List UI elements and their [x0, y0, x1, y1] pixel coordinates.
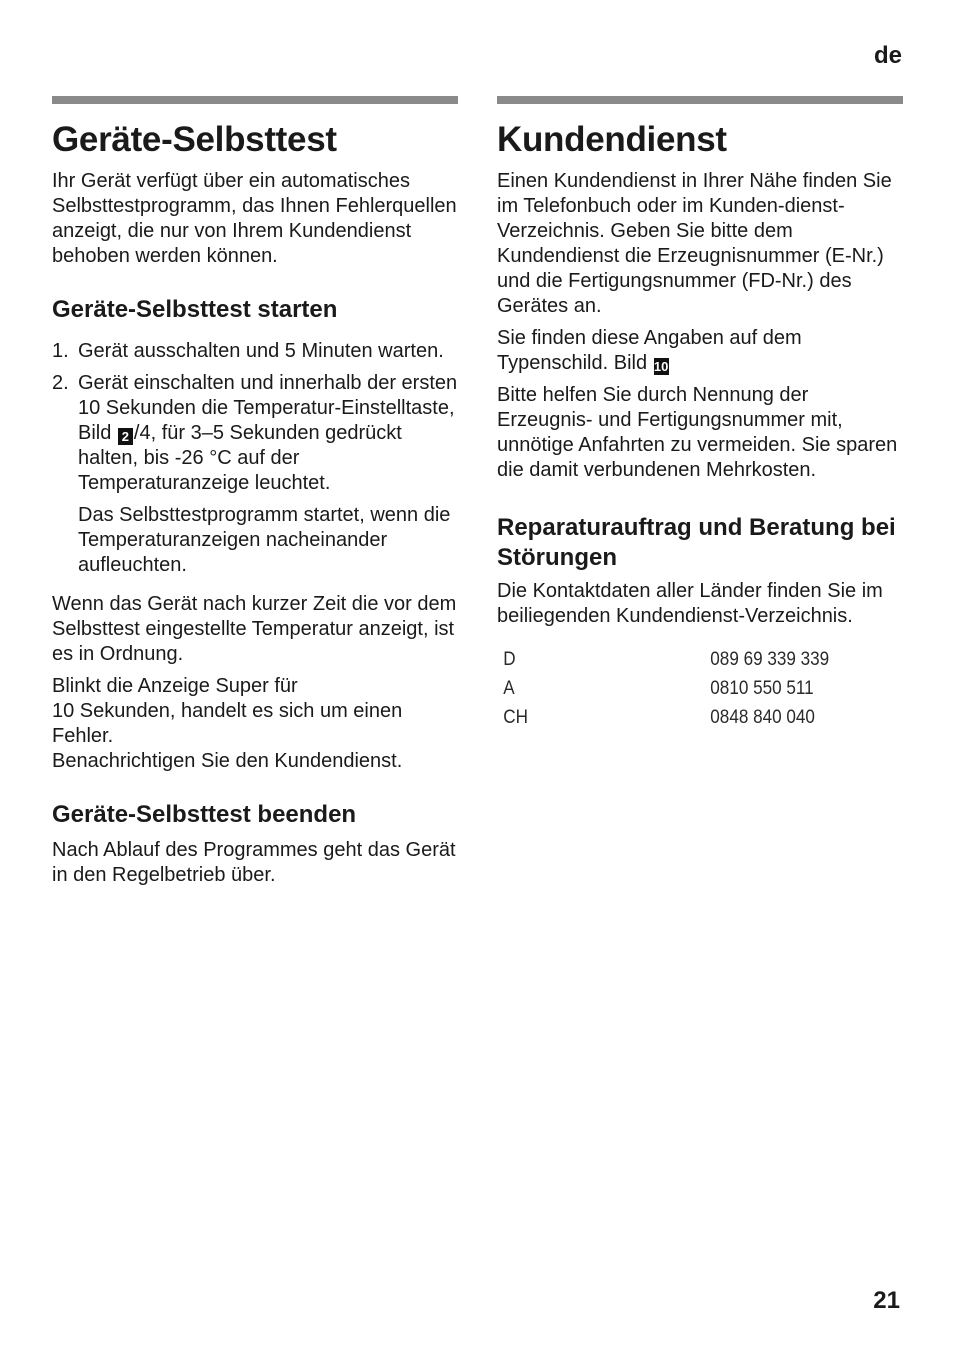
phone-number: 089 69 339 339	[710, 649, 830, 670]
country-code: A	[503, 678, 515, 699]
figure-ref-badge: 2	[118, 428, 133, 445]
intro-paragraph: Ihr Gerät verfügt über ein automatisches Selbsttestprogramm, das Ihnen Fehlerquellen anzeigt, die nur von Ihrem Kundendienst behoben werden können.	[52, 170, 457, 267]
section-self-test	[52, 96, 458, 888]
table-row	[497, 707, 829, 736]
contacts-table	[497, 649, 829, 736]
start-heading: Geräte-Selbsttest starten	[52, 296, 338, 323]
step-note: Das Selbsttestprogramm startet, wenn die Temperaturanzeigen nacheinander aufleuchten.	[78, 504, 451, 576]
end-paragraph: Nach Ablauf des Programmes geht das Gerät in den Regelbetrieb über.	[52, 839, 456, 886]
service-paragraph-3: Bitte helfen Sie durch Nennung der Erzeugnis- und Fertigungsnummer mit, unnötige Anfahrten zu vermeiden. Sie sparen die damit verbundenen Mehrkosten.	[497, 384, 898, 481]
page-number: 21	[873, 1287, 900, 1314]
section-rule	[497, 96, 903, 104]
end-heading: Geräte-Selbsttest beenden	[52, 801, 357, 828]
phone-number: 0810 550 511	[710, 678, 814, 699]
list-item: 2. Gerät einschalten und innerhalb der ersten 10 Sekunden die Temperatur-Einstelltaste, Bild 2 /4, für 3–5 Sekunden gedrückt halten, bis -26 °C auf der Temperaturanzeige leuchtet.	[52, 372, 458, 494]
country-code: CH	[503, 707, 529, 728]
repair-heading: Reparaturauftrag und Beratung bei Störungen	[497, 514, 896, 571]
ok-paragraph: Wenn das Gerät nach kurzer Zeit die vor dem Selbsttest eingestellte Temperatur anzeigt, ist es in Ordnung.	[52, 593, 457, 665]
figure-ref-badge: 10	[653, 359, 669, 374]
service-paragraph-1: Einen Kundendienst in Ihrer Nähe finden Sie im Telefonbuch oder im Kunden-dienst-Verzeichnis. Geben Sie bitte dem Kundendienst die Erzeugnisnummer (E-Nr.) und die Fertigungsnummer (FD-Nr.) des Gerätes an.	[497, 170, 892, 317]
language-label: de	[873, 42, 902, 69]
section-customer-service	[497, 96, 903, 736]
start-steps	[52, 339, 458, 496]
section-title: Kundendienst	[497, 120, 727, 159]
repair-paragraph: Die Kontaktdaten aller Länder finden Sie im beiliegenden Kundendienst-Verzeichnis.	[497, 580, 883, 627]
table-row	[497, 678, 829, 707]
error-paragraph: Blinkt die Anzeige Super für 10 Sekunden, handelt es sich um einen Fehler. Benachrichtigen Sie den Kundendienst.	[52, 675, 403, 772]
section-rule	[52, 96, 458, 104]
phone-number: 0848 840 040	[710, 707, 815, 728]
section-title: Geräte-Selbsttest	[52, 120, 337, 159]
table-row	[497, 649, 829, 678]
service-paragraph-2: Sie finden diese Angaben auf dem Typenschild. Bild 10	[497, 327, 802, 374]
list-item: 1. Gerät ausschalten und 5 Minuten warten.	[52, 340, 444, 362]
country-code: D	[503, 649, 516, 670]
